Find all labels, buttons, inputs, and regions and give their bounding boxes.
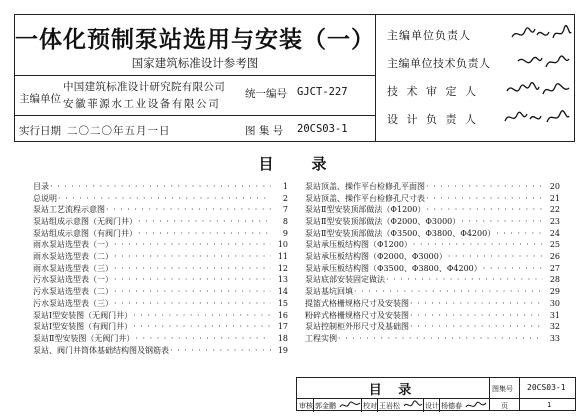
toc-entry[interactable] <box>305 286 560 298</box>
leader-dots <box>354 286 543 298</box>
unified-no-label: 统一编号 <box>245 88 287 100</box>
atlas-no-label: 图 集 号 <box>245 125 284 137</box>
atlas-no-label: 图集号 <box>492 385 513 393</box>
toc-entry[interactable] <box>33 286 288 298</box>
leader-dots <box>413 239 543 251</box>
toc-entry[interactable] <box>33 216 288 228</box>
toc-entry-title: 污水泵站选型表（三） <box>33 298 113 308</box>
toc-entry-page: 18 <box>277 333 288 343</box>
toc-entry[interactable] <box>305 228 560 240</box>
handwritten-signature <box>339 399 361 411</box>
atlas-subtitle: 国家建筑标准设计参考图 <box>131 56 259 70</box>
review-label: 审核 <box>299 402 313 410</box>
divider <box>15 115 375 116</box>
toc-entry[interactable] <box>33 275 288 287</box>
leader-dots <box>138 228 271 240</box>
page-label: 页 <box>501 402 508 410</box>
toc-entry-title: 泵站Ⅱ型安装顶部做法（Φ2000、Φ3000） <box>305 217 461 227</box>
toc-entry-title: 泵站组成示意图（无阀门井） <box>33 217 137 227</box>
toc-entry-page: 30 <box>549 298 560 308</box>
toc-entry-title: 目录 <box>33 181 49 191</box>
divider <box>519 378 520 410</box>
toc-entry-page: 27 <box>549 263 560 273</box>
toc-entry-title: 泵站、阀门井筒体基础结构图及钢筋表 <box>33 345 169 355</box>
toc-entry-page: 28 <box>549 275 560 285</box>
design-label: 设计 <box>425 402 439 410</box>
atlas-no: 20CS03-1 <box>527 383 566 392</box>
leader-dots <box>426 181 543 193</box>
toc-entry[interactable] <box>33 251 288 263</box>
toc-entry-title: 泵站Ⅱ型安装顶部做法（Φ1200） <box>305 205 426 215</box>
toc-entry-title: 工程实例 <box>305 333 337 343</box>
leader-dots <box>114 251 271 263</box>
toc-entry[interactable] <box>33 239 288 251</box>
toc-entry-title: 泵站控制柜外形尺寸及基础图 <box>305 322 409 332</box>
toc-entry-page: 22 <box>549 205 560 215</box>
leader-dots <box>483 263 543 275</box>
toc-entry-title: 泵站承压板结构图（Φ3500、Φ3800、Φ4200） <box>305 263 482 273</box>
toc-entry-title: 泵站承压板结构图（Φ1200） <box>305 240 412 250</box>
toc-entry-page: 10 <box>277 240 288 250</box>
handwritten-signature <box>505 79 571 101</box>
toc-entry-title: 雨水泵站选型表（一） <box>33 240 113 250</box>
leader-dots <box>426 204 543 216</box>
toc-entry-title: 泵站基坑回填 <box>305 287 353 297</box>
toc-entry[interactable] <box>33 333 288 345</box>
editor-unit-1: 中国建筑标准设计研究院有限公司 <box>63 81 225 93</box>
toc-entry-page: 9 <box>282 228 288 238</box>
leader-dots <box>114 274 271 286</box>
title-block <box>296 377 576 411</box>
toc-entry[interactable] <box>305 310 560 322</box>
toc-entry-title: 泵站Ⅱ型安装顶部做法（Φ3500、Φ3800、Φ4200） <box>305 228 496 238</box>
toc-entry-page: 14 <box>277 287 288 297</box>
toc-entry-page: 11 <box>277 252 288 262</box>
checker-name: 王岩松 <box>379 402 400 410</box>
toc-entry[interactable] <box>33 298 288 310</box>
responsible-row <box>387 23 567 47</box>
toc-entry-title: 泵站底部安装固定做法 <box>305 275 385 285</box>
leader-dots <box>138 216 271 228</box>
toc-entry-title: 泵站顶盖、操作平台检修孔平面图 <box>305 181 425 191</box>
leader-dots <box>133 321 271 333</box>
toc-entry-title: 泵站Ⅰ型安装图（有阀门井） <box>33 322 133 332</box>
divider <box>423 398 424 412</box>
toc-entry-page: 32 <box>549 322 560 332</box>
toc-entry[interactable] <box>33 263 288 275</box>
sheet-title: 目 录 <box>368 383 418 398</box>
toc-entry-page: 26 <box>549 252 560 262</box>
toc-entry-title: 泵站顶盖、操作平台检修孔尺寸表 <box>305 193 425 203</box>
toc-entry-page: 16 <box>277 310 288 320</box>
toc-entry[interactable] <box>305 251 560 263</box>
divider <box>15 75 375 76</box>
leader-dots <box>496 228 543 240</box>
toc-entry[interactable] <box>33 181 288 193</box>
toc-entry[interactable] <box>33 228 288 240</box>
toc-entry-title: 泵站组成示意图（有阀门井） <box>33 228 137 238</box>
toc-entry-page: 21 <box>549 193 560 203</box>
toc-heading <box>0 153 587 174</box>
toc-entry-title: 雨水泵站选型表（二） <box>33 252 113 262</box>
toc-entry-page: 20 <box>549 181 560 191</box>
cover-header <box>14 14 575 142</box>
toc-entry-title: 污水泵站选型表（一） <box>33 275 113 285</box>
leader-dots <box>461 216 543 228</box>
toc-entry[interactable] <box>33 204 288 216</box>
toc-entry[interactable] <box>305 263 560 275</box>
toc-entry-title: 提篮式格栅规格尺寸及安装图 <box>305 298 409 308</box>
leader-dots <box>114 286 271 298</box>
divider <box>439 398 440 412</box>
leader-dots <box>386 274 543 286</box>
toc-entry[interactable] <box>305 275 560 287</box>
check-label: 校对 <box>363 402 377 410</box>
toc-entry-title: 泵站Ⅰ型安装图（无阀门井） <box>33 310 133 320</box>
toc-entry-title: 污水泵站选型表（二） <box>33 287 113 297</box>
leader-dots <box>170 345 271 357</box>
toc-entry-title: 粉碎式格栅规格尺寸及安装图 <box>305 310 409 320</box>
responsible-label: 设 计 负 责 人 <box>387 113 479 126</box>
divider <box>375 15 376 141</box>
leader-dots <box>410 298 543 310</box>
responsible-row <box>387 107 567 131</box>
leader-dots <box>114 263 271 275</box>
toc-entry-page: 25 <box>549 240 560 250</box>
leader-dots <box>410 310 543 322</box>
unified-no: GJCT-227 <box>297 86 348 98</box>
toc-entry[interactable] <box>305 321 560 333</box>
toc-entry-page: 33 <box>549 333 560 343</box>
handwritten-signature <box>515 51 571 73</box>
toc-entry-page: 29 <box>549 287 560 297</box>
divider <box>313 398 314 412</box>
toc-entry-page: 12 <box>277 263 288 273</box>
leader-dots <box>135 333 271 345</box>
responsible-label: 主编单位负责人 <box>387 29 471 42</box>
divider <box>489 378 490 410</box>
toc-entry-page: 17 <box>277 322 288 332</box>
leader-dots <box>114 298 271 310</box>
toc-heading-char: 目 <box>258 155 276 173</box>
impl-date-label: 实行日期 <box>19 125 61 137</box>
leader-dots <box>338 333 543 345</box>
leader-dots <box>426 193 543 205</box>
toc-entry-page: 23 <box>549 217 560 227</box>
leader-dots <box>448 251 543 263</box>
designer-name: 杨德春 <box>441 402 462 410</box>
handwritten-signature <box>465 399 487 411</box>
toc-entry[interactable] <box>33 321 288 333</box>
divider <box>377 398 378 412</box>
toc-column-left <box>33 181 288 356</box>
toc-entry[interactable] <box>305 239 560 251</box>
toc-entry-title: 泵站Ⅱ型安装图（无阀门井） <box>33 333 135 343</box>
toc-entry-page: 1 <box>282 181 288 191</box>
impl-date: 二〇二〇年五月一日 <box>67 125 171 137</box>
toc-entry-page: 24 <box>549 228 560 238</box>
leader-dots <box>114 239 271 251</box>
toc-entry-page: 7 <box>282 205 288 215</box>
divider <box>361 398 362 412</box>
atlas-no: 20CS03-1 <box>297 123 348 135</box>
handwritten-signature <box>403 399 423 411</box>
toc-entry[interactable] <box>305 216 560 228</box>
toc-entry[interactable] <box>33 345 288 357</box>
toc-entry[interactable] <box>305 333 560 345</box>
leader-dots <box>106 204 271 216</box>
toc-heading-char: 录 <box>311 155 329 173</box>
toc-entry-page: 13 <box>277 275 288 285</box>
handwritten-signature <box>503 107 571 129</box>
toc-entry-page: 31 <box>549 310 560 320</box>
toc-entry-title: 泵站工艺流程示意图 <box>33 205 105 215</box>
responsible-row <box>387 79 567 103</box>
handwritten-signature <box>509 23 573 45</box>
toc-entry[interactable] <box>305 298 560 310</box>
toc-entry[interactable] <box>305 193 560 205</box>
toc-column-right <box>305 181 560 345</box>
reviewer-name: 郭金鹏 <box>315 402 336 410</box>
toc-entry[interactable] <box>33 310 288 322</box>
responsible-row <box>387 51 567 75</box>
atlas-title: 一体化预制泵站选用与安装（一） <box>15 27 375 53</box>
toc-entry-title: 总说明 <box>33 193 57 203</box>
leader-dots <box>50 181 271 193</box>
responsible-label: 主编单位技术负责人 <box>387 57 491 70</box>
toc-entry[interactable] <box>305 181 560 193</box>
toc-entry-title: 泵站承压板结构图（Φ2000、Φ3000） <box>305 252 447 262</box>
leader-dots <box>58 193 271 205</box>
editor-unit-label: 主编单位 <box>19 93 61 105</box>
page-number: 1 <box>547 401 552 409</box>
toc-entry[interactable] <box>305 204 560 216</box>
toc-entry[interactable] <box>33 193 288 205</box>
toc-entry-page: 19 <box>277 345 288 355</box>
leader-dots <box>133 310 271 322</box>
editor-unit-2: 安徽菲源水工业设备有限公司 <box>63 98 221 110</box>
toc-entry-page: 2 <box>282 193 288 203</box>
responsible-label: 技 术 审 定 人 <box>387 85 479 98</box>
leader-dots <box>410 321 543 333</box>
toc-entry-title: 雨水泵站选型表（三） <box>33 263 113 273</box>
toc-entry-page: 8 <box>282 217 288 227</box>
toc-entry-page: 15 <box>277 298 288 308</box>
